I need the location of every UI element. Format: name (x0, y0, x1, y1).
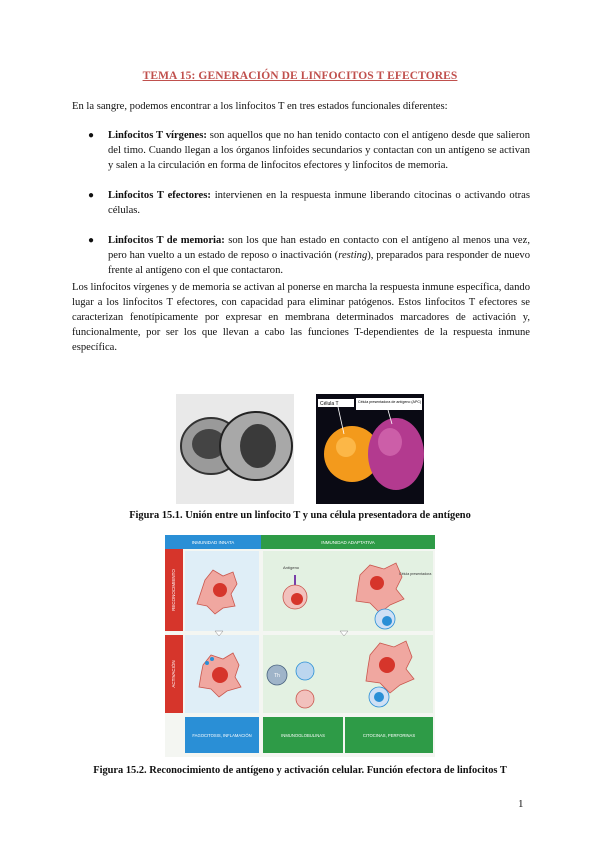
figure-1-label-left: Célula T (320, 401, 339, 407)
apc-nucleus (240, 424, 276, 468)
bullet-icon: ● (88, 130, 95, 141)
bullet-text: son los que han estado en contacto con el antígeno al menos una vez, pero han vuelto a un estado de reposo o inactivación ( (108, 235, 530, 261)
adaptive-header: INMUNIDAD ADAPTATIVA (321, 540, 375, 545)
list-item (72, 128, 530, 173)
page-number: 1 (518, 798, 524, 810)
bullet-icon: ● (88, 190, 95, 201)
bullet-text: son aquellos que no han tenido contacto con el antígeno desde que salieron del timo. Cuando llegan a los órganos linfoides secundarios y contactan con un antígeno se activan y salen a la circulación en forma de linfocitos efectores y linfocitos de memoria. (108, 130, 530, 171)
bullet-text: intervienen en la respuesta inmune liberando citocinas o activando otras células. (108, 190, 530, 216)
figure-2-diagram (165, 535, 435, 757)
figure-1-label-right: Célula presentadora de antígeno (APC) (358, 400, 422, 404)
th-label: Th (274, 673, 280, 679)
bullet-list (72, 128, 530, 293)
innate-header: INMUNIDAD INNATA (191, 540, 235, 545)
apc-label: Célula presentadora (399, 572, 432, 576)
row-recognition-label: RECONOCIMIENTO (171, 569, 176, 611)
bottom-mid-label: INMUNOGLOBULINAS (281, 733, 325, 738)
bottom-left-label: FAGOCITOSIS, INFLAMACIÓN (192, 733, 252, 738)
body-paragraph: Los linfocitos vírgenes y de memoria se activan al ponerse en marcha la respuesta inmune específica, dando lugar a los linfocitos T efectores, con capacidad para eliminar patógenos. Estos linfocitos T efectores se caracterizan fenotípicamente por expresar en membrana determinados marcadores de activación y, funcionalmente, por ser los que llevan a cabo las funciones T-dependientes de la respuesta inmune específica. (72, 282, 530, 353)
antigen-label: Antígeno (283, 565, 300, 570)
bullet-term: Linfocitos T vírgenes: (108, 130, 207, 141)
list-item (72, 233, 530, 278)
figure-1-image (176, 394, 424, 504)
bullet-text: ), preparados para responder de nuevo frente al antígeno con el que contactaron. (108, 250, 531, 276)
bottom-right-label: CITOCINAS, PERFORINAS (362, 733, 416, 738)
bullet-term: Linfocitos T de memoria: (108, 235, 225, 246)
intro-text: En la sangre, podemos encontrar a los linfocitos T en tres estados funcionales diferentes: (72, 101, 448, 112)
page-title: TEMA 15: GENERACIÓN DE LINFOCITOS T EFECTORES (142, 70, 458, 82)
figure-1-caption: Figura 15.1. Unión entre un linfocito T y una célula presentadora de antígeno (129, 510, 471, 521)
bullet-term: Linfocitos T efectores: (108, 190, 211, 201)
bullet-italic: resting (338, 250, 368, 261)
figure-2-caption: Figura 15.2. Reconocimiento de antígeno y activación celular. Función efectora de linfocitos T (93, 765, 507, 776)
list-item (72, 188, 530, 218)
row-activation-label: ACTIVACIÓN (171, 660, 176, 688)
bullet-icon: ● (88, 235, 95, 246)
